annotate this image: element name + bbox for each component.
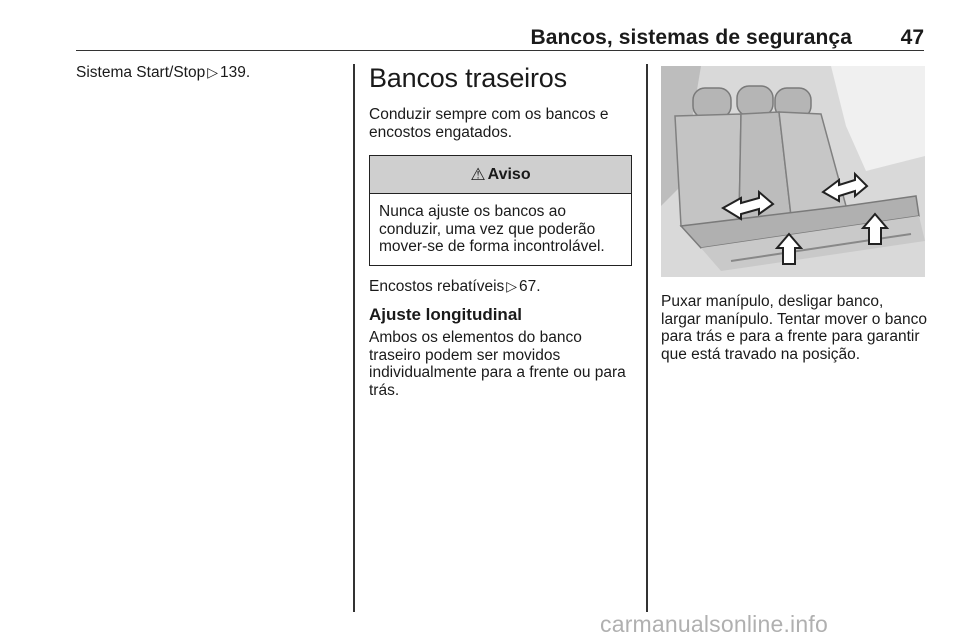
page-number: 47 bbox=[900, 26, 924, 49]
reference-page: 139. bbox=[220, 64, 251, 81]
reference-label: Encostos rebatíveis bbox=[369, 277, 505, 295]
column-left bbox=[76, 64, 344, 82]
page-header bbox=[76, 24, 924, 51]
reference-arrow-icon: ▷ bbox=[506, 277, 518, 294]
reference-page: 67. bbox=[519, 277, 541, 295]
cross-reference bbox=[76, 64, 344, 82]
column-middle bbox=[369, 62, 635, 399]
body-paragraph: Ambos os elementos do banco traseiro podem ser movidos individualmente para a frente ou para trás. bbox=[369, 329, 626, 399]
page-title: Bancos, sistemas de segurança bbox=[530, 26, 852, 49]
intro-paragraph: Conduzir sempre com os bancos e encostos engatados. bbox=[369, 106, 609, 141]
column-divider bbox=[646, 64, 648, 612]
column-divider bbox=[353, 64, 355, 612]
warning-box bbox=[369, 155, 632, 266]
rear-seat-illustration bbox=[661, 66, 925, 277]
column-right bbox=[661, 66, 927, 363]
figure-caption: Puxar manípulo, desligar banco, largar manípulo. Tentar mover o banco para trás e para a frente para garantir que está travado na posição. bbox=[661, 293, 927, 363]
reference-arrow-icon: ▷ bbox=[207, 64, 219, 80]
reference-label: Sistema Start/Stop bbox=[76, 64, 206, 81]
watermark-text: carmanualsonline.info bbox=[600, 611, 828, 637]
warning-header bbox=[370, 156, 631, 194]
cross-reference bbox=[369, 278, 635, 296]
warning-triangle-icon: ⚠ bbox=[470, 164, 486, 184]
warning-title: Aviso bbox=[487, 165, 531, 183]
warning-text: Nunca ajuste os bancos ao conduzir, uma vez que poderão mover-se de forma incontrolável. bbox=[379, 203, 605, 255]
section-heading: Bancos traseiros bbox=[369, 63, 567, 93]
subsection-heading: Ajuste longitudinal bbox=[369, 305, 522, 324]
